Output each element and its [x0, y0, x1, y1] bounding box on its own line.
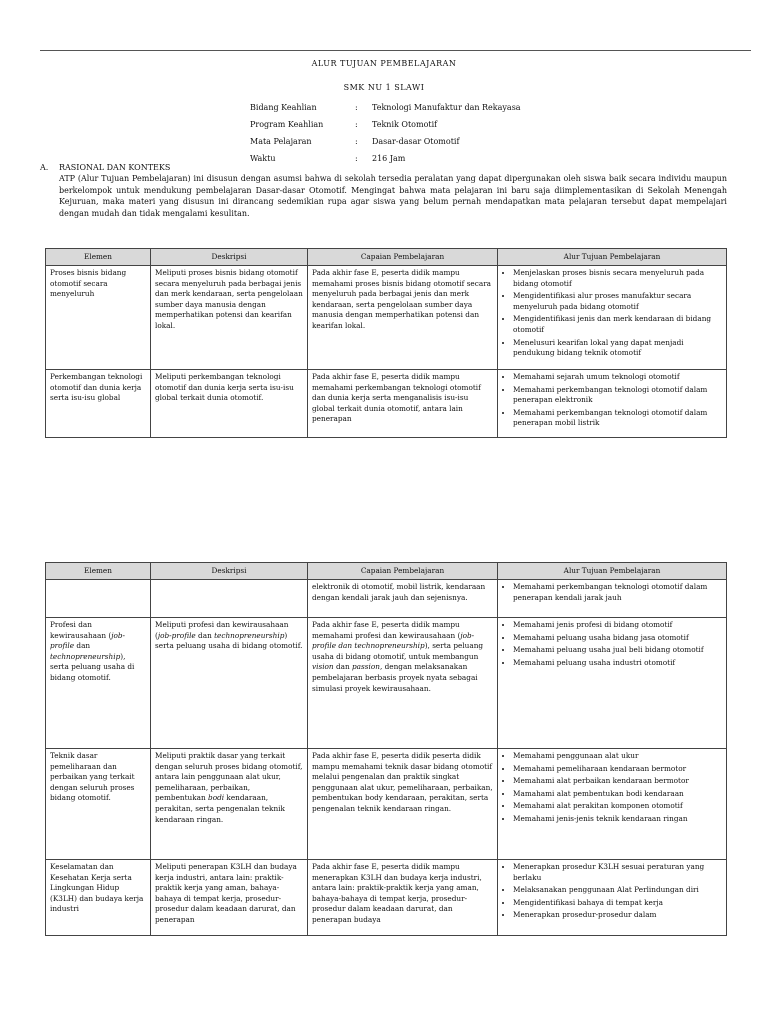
cell-deskripsi — [151, 580, 308, 618]
text-segment: Meliputi praktik dasar yang terkait dengan seluruh proses bidang otomotif, antara lain penggunaan alat ukur, pemeliharaan, perbaikan, pembentukan — [155, 751, 303, 803]
text-segment: kendaraan, perakitan, serta pengenalan teknik kendaraan ringan. — [155, 793, 285, 824]
header-atp: Alur Tujuan Pembelajaran — [498, 249, 727, 266]
cell-atp — [498, 749, 727, 860]
atp-list — [502, 372, 722, 429]
meta-row — [250, 133, 521, 150]
meta-key: Waktu — [250, 154, 276, 163]
header-elemen: Elemen — [46, 563, 151, 580]
atp-table-1 — [45, 248, 727, 438]
atp-item: • Memahami peluang usaha bidang jasa otomotif — [513, 633, 722, 644]
meta-row — [250, 150, 521, 167]
atp-item: • Memahami pemeliharaan kendaraan bermotor — [513, 764, 722, 775]
text-segment: Pada akhir fase E, peserta didik mampu memahami profesi dan kewirausahaan ( — [312, 620, 461, 640]
cell-elemen — [46, 618, 151, 749]
atp-item: • Mengidentifikasi alur proses manufaktur secara menyeluruh pada bidang otomotif — [513, 291, 722, 312]
atp-item: • Mengidentifikasi jenis dan merk kendaraan di bidang otomotif — [513, 314, 722, 335]
atp-item: • Menelusuri kearifan lokal yang dapat menjadi pendukung bidang teknik otomotif — [513, 338, 722, 359]
cell-capaian — [308, 618, 498, 749]
atp-item: • Memahami penggunaan alat ukur — [513, 751, 722, 762]
text-segment: ), serta peluang usaha di bidang otomotif. — [50, 651, 135, 682]
cell-atp — [498, 266, 727, 370]
text-segment: bodi — [208, 793, 225, 803]
cell-atp — [498, 618, 727, 749]
table-row — [46, 266, 727, 370]
table-header-row — [46, 249, 727, 266]
document-title: ALUR TUJUAN PEMBELAJARAN — [311, 59, 457, 68]
text-segment: ), serta peluang usaha di bidang otomotif, untuk membangun — [312, 641, 484, 661]
text-segment: dan — [195, 630, 215, 640]
section-heading — [40, 163, 170, 172]
atp-item: • Menerapkan prosedur K3LH sesuai peraturan yang berlaku — [513, 862, 722, 883]
text-segment: job-profile — [50, 630, 126, 651]
table-row — [46, 618, 727, 749]
meta-key: Mata Pelajaran — [250, 137, 312, 146]
meta-row — [250, 99, 521, 116]
table-header-row — [46, 563, 727, 580]
text-segment: technopreneurship — [50, 651, 121, 661]
atp-item: • Memahami sejarah umum teknologi otomotif — [513, 372, 722, 383]
meta-value: 216 Jam — [372, 154, 406, 163]
atp-list — [502, 268, 722, 359]
atp-list — [502, 620, 722, 668]
cell-deskripsi: Meliputi penerapan K3LH dan budaya kerja industri, antara lain: praktik-praktik kerja yang aman, bahaya-bahaya di tempat kerja, prosedur-prosedur dalam keadaan darurat, dan penerapan — [151, 860, 308, 936]
meta-value: Teknologi Manufaktur dan Rekayasa — [372, 103, 521, 112]
atp-item: • Mengidentifikasi bahaya di tempat kerja — [513, 898, 722, 909]
section-paragraph: ATP (Alur Tujuan Pembelajaran) ini disusun dengan asumsi bahwa di sekolah tersedia peralatan yang dapat dipergunakan oleh siswa baik secara individu maupun berkelompok untuk mendukung pembelajaran Dasar-dasar Otomotif. Mengingat bahwa mata pelajaran ini baru saja diimplementasikan di Sekolah Menengah Kejuruan, maka materi yang disusun ini dirancang sedemikian rupa agar siswa yang belum pernah mendapatkan mata pelajaran tersebut dapat mempelajari dengan mudah dan tidak mengalami kesulitan. — [59, 174, 727, 218]
cell-atp — [498, 580, 727, 618]
atp-item: • Menerapkan prosedur-prosedur dalam — [513, 910, 722, 921]
text-segment: ) serta peluang usaha di bidang otomotif. — [155, 630, 303, 651]
atp-item: • Memahami perkembangan teknologi otomotif dalam penerapan mobil listrik — [513, 408, 722, 429]
cell-deskripsi — [151, 749, 308, 860]
meta-colon: : — [355, 154, 358, 163]
meta-value: Teknik Otomotif — [372, 120, 438, 129]
cell-elemen: Proses bisnis bidang otomotif secara menyeluruh — [46, 266, 151, 370]
atp-item: • Memahami alat perakitan komponen otomotif — [513, 801, 722, 812]
atp-item: • Memahami perkembangan teknologi otomotif dalam penerapan kendali jarak jauh — [513, 582, 722, 603]
text-segment: Meliputi profesi dan kewirausahaan ( — [155, 620, 289, 640]
top-rule — [40, 50, 751, 51]
table-row — [46, 860, 727, 936]
atp-item: • Memahami jenis profesi di bidang otomotif — [513, 620, 722, 631]
atp-item: • Memahami peluang usaha jual beli bidang otomotif — [513, 645, 722, 656]
cell-deskripsi: Meliputi perkembangan teknologi otomotif dan dunia kerja serta isu-isu global terkait dunia otomotif. — [151, 370, 308, 438]
cell-capaian: Pada akhir fase E, peserta didik peserta didik mampu memahami teknik dasar bidang otomotif melalui pengenalan dan praktik singkat penggunaan alat ukur, pemeliharaan, perbaikan, pembentukan body kendaraan, perakitan, serta pengenalan teknik kendaraan ringan. — [308, 749, 498, 860]
header-capaian: Capaian Pembelajaran — [308, 249, 498, 266]
table-row — [46, 749, 727, 860]
text-segment: , dengan melaksanakan pembelajaran berbasis proyek nyata sebagai simulasi proyek kewirausahaan. — [312, 662, 478, 693]
cell-elemen: Keselamatan dan Kesehatan Kerja serta Lingkungan Hidup (K3LH) dan budaya kerja industri — [46, 860, 151, 936]
cell-atp — [498, 370, 727, 438]
cell-elemen — [46, 580, 151, 618]
meta-colon: : — [355, 120, 358, 129]
header-capaian: Capaian Pembelajaran — [308, 563, 498, 580]
atp-item: • Memahami perkembangan teknologi otomotif dalam penerapan elektronik — [513, 385, 722, 406]
atp-item: • Memahami peluang usaha industri otomotif — [513, 658, 722, 669]
text-segment: passion — [352, 662, 380, 672]
atp-list — [502, 751, 722, 825]
table-row — [46, 370, 727, 438]
text-segment: vision — [312, 662, 334, 672]
atp-list — [502, 582, 722, 603]
section-title: RASIONAL DAN KONTEKS — [59, 163, 171, 172]
meta-row — [250, 116, 521, 133]
text-segment: dan — [74, 641, 91, 651]
atp-item: • Mamahami alat pembentukan bodi kendaraan — [513, 789, 722, 800]
school-name: SMK NU 1 SLAWI — [343, 83, 425, 92]
cell-capaian: Pada akhir fase E, peserta didik mampu memahami perkembangan teknologi otomotif dan dunia kerja serta menganalisis isu-isu global terkait dunia otomotif, antara lain penerapan — [308, 370, 498, 438]
header-deskripsi: Deskripsi — [151, 249, 308, 266]
atp-list — [502, 862, 722, 921]
header-atp: Alur Tujuan Pembelajaran — [498, 563, 727, 580]
cell-elemen: Teknik dasar pemeliharaan dan perbaikan yang terkait dengan seluruh proses bidang otomotif. — [46, 749, 151, 860]
cell-deskripsi — [151, 618, 308, 749]
meta-value: Dasar-dasar Otomotif — [372, 137, 460, 146]
cell-atp — [498, 860, 727, 936]
atp-item: • Memahami jenis-jenis teknik kendaraan ringan — [513, 814, 722, 825]
atp-table-2 — [45, 562, 727, 936]
cell-capaian: elektronik di otomotif, mobil listrik, kendaraan dengan kendali jarak jauh dan sejenisnya. — [308, 580, 498, 618]
meta-key: Program Keahlian — [250, 120, 324, 129]
atp-item: • Melaksanakan penggunaan Alat Perlindungan diri — [513, 885, 722, 896]
section-number: A. — [40, 163, 49, 172]
meta-colon: : — [355, 137, 358, 146]
table-row — [46, 580, 727, 618]
text-segment: Profesi dan kewirausahaan ( — [50, 620, 112, 640]
header-elemen: Elemen — [46, 249, 151, 266]
cell-elemen: Perkembangan teknologi otomotif dan dunia kerja serta isu-isu global — [46, 370, 151, 438]
text-segment: job-profile dan technopreneurship — [312, 630, 475, 651]
meta-block — [250, 99, 521, 167]
cell-capaian: Pada akhir fase E, peserta didik mampu memahami proses bisnis bidang otomotif secara menyeluruh pada berbagai jenis dan merk kendaraan, serta pengelolaan sumber daya manusia dengan memperhatikan potensi dan kearifan lokal. — [308, 266, 498, 370]
atp-item: • Memahami alat perbaikan kendaraan bermotor — [513, 776, 722, 787]
text-segment: dan — [333, 662, 353, 672]
text-segment: technopreneurship — [214, 630, 285, 640]
text-segment: job-profile — [157, 630, 196, 640]
cell-capaian: Pada akhir fase E, peserta didik mampu menerapkan K3LH dan budaya kerja industri, antara lain: praktik-praktik kerja yang aman, bahaya-bahaya di tempat kerja, prosedur-prosedur dalam keadaan darurat, dan penerapan budaya — [308, 860, 498, 936]
atp-item: • Menjelaskan proses bisnis secara menyeluruh pada bidang otomotif — [513, 268, 722, 289]
cell-deskripsi: Meliputi proses bisnis bidang otomotif secara menyeluruh pada berbagai jenis dan merk kendaraan, serta pengelolaan sumber daya manusia dengan memperhatikan potensi dan kearifan lokal. — [151, 266, 308, 370]
header-deskripsi: Deskripsi — [151, 563, 308, 580]
meta-colon: : — [355, 103, 358, 112]
meta-key: Bidang Keahlian — [250, 103, 317, 112]
